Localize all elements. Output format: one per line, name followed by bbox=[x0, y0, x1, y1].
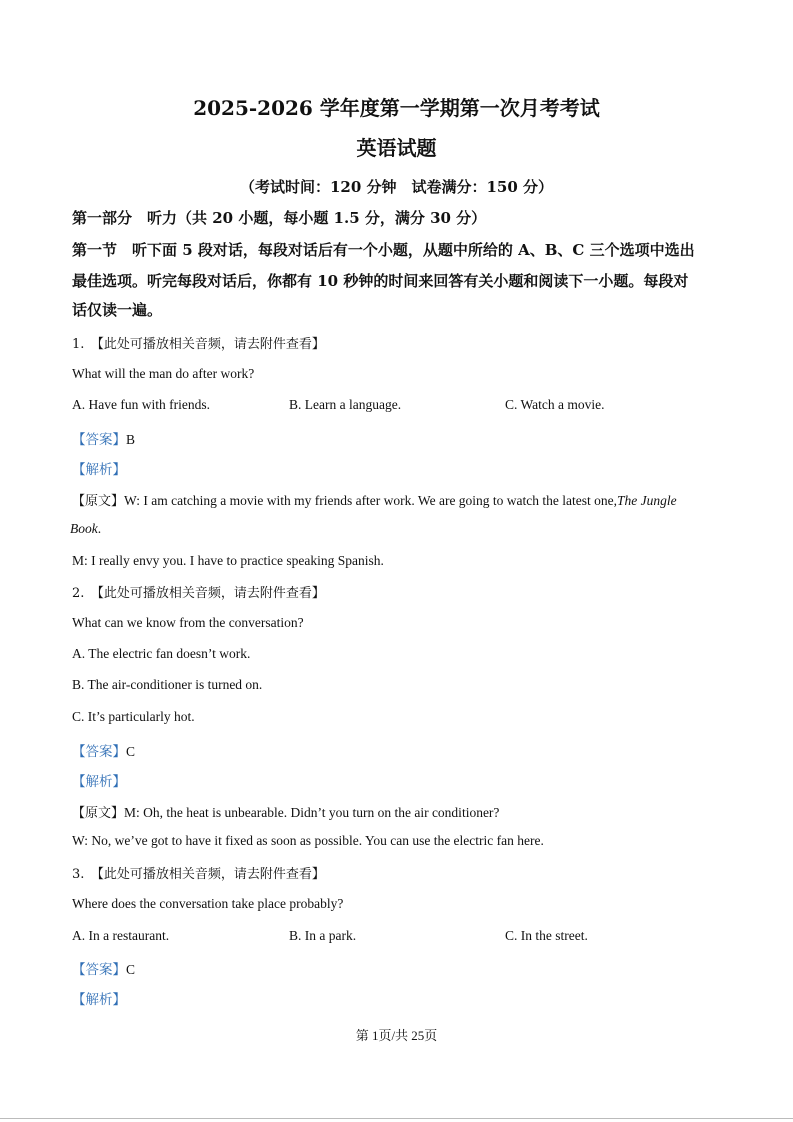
q3-answer bbox=[72, 958, 135, 978]
q3-answer-value: C bbox=[126, 962, 136, 977]
q1-original-end: . bbox=[97, 521, 102, 536]
q1-answer bbox=[72, 428, 135, 448]
q3-heading: 3. 【此处可播放相关音频，请去附件查看】 bbox=[72, 867, 325, 882]
q2-heading: 2. 【此处可播放相关音频，请去附件查看】 bbox=[72, 586, 325, 601]
instructions-line-2: 最佳选项。听完每段对话后，你都有 10 秒钟的时间来回答有关小题和阅读下一小题。每段对 bbox=[72, 272, 689, 290]
exam-info: （考试时间：120 分钟 试卷满分：150 分） bbox=[239, 178, 554, 196]
q2-question: What can we know from the conversation? bbox=[72, 615, 304, 630]
q3-option-c: C. In the street. bbox=[505, 928, 588, 943]
part-heading: 第一部分 听力（共 20 小题，每小题 1.5 分，满分 30 分） bbox=[72, 209, 487, 227]
answer-label: 【答案】 bbox=[72, 432, 126, 448]
q1-analysis-label: 【解析】 bbox=[72, 462, 126, 478]
original-label: 【原文】 bbox=[72, 806, 125, 821]
q1-original-line-1 bbox=[72, 490, 677, 509]
answer-label: 【答案】 bbox=[72, 962, 126, 978]
exam-title: 2025-2026 学年度第一学期第一次月考考试 bbox=[193, 96, 600, 120]
q2-answer bbox=[72, 740, 135, 760]
q2-analysis-label: 【解析】 bbox=[72, 774, 126, 790]
q3-option-a: A. In a restaurant. bbox=[72, 928, 170, 943]
q2-option-c: C. It’s particularly hot. bbox=[72, 709, 195, 724]
q1-option-c: C. Watch a movie. bbox=[505, 397, 605, 412]
q1-option-a: A. Have fun with friends. bbox=[72, 397, 210, 412]
q2-original-line-1 bbox=[72, 802, 499, 821]
q2-original-text: M: Oh, the heat is unbearable. Didn’t you turn on the air conditioner? bbox=[124, 805, 500, 820]
instructions-line-1: 第一节 听下面 5 段对话，每段对话后有一个小题，从题中所给的 A、B、C 三个选项中选出 bbox=[72, 241, 695, 259]
q2-original-line-2: W: No, we’ve got to have it fixed as soon as possible. You can use the electric fan here. bbox=[72, 833, 544, 848]
original-label: 【原文】 bbox=[72, 494, 125, 509]
q1-question: What will the man do after work? bbox=[72, 366, 255, 381]
q1-answer-value: B bbox=[126, 432, 136, 447]
q1-original-line-1b bbox=[70, 521, 101, 537]
q1-original-text: W: I am catching a movie with my friends after work. We are going to watch the latest one, bbox=[124, 493, 618, 508]
page-number: 第 1页/共 25页 bbox=[355, 1028, 438, 1043]
q3-option-b: B. In a park. bbox=[289, 928, 357, 943]
answer-label: 【答案】 bbox=[72, 744, 126, 760]
q3-analysis-label: 【解析】 bbox=[72, 992, 126, 1008]
page-bottom-divider bbox=[0, 1118, 793, 1119]
q1-original-title: The Jungle bbox=[617, 493, 677, 508]
q1-original-line-2: M: I really envy you. I have to practice speaking Spanish. bbox=[72, 553, 384, 568]
instructions-line-3: 话仅读一遍。 bbox=[72, 301, 163, 319]
q2-answer-value: C bbox=[126, 744, 136, 759]
subject-title: 英语试题 bbox=[356, 136, 437, 160]
q1-heading: 1. 【此处可播放相关音频，请去附件查看】 bbox=[72, 337, 325, 352]
q1-option-b: B. Learn a language. bbox=[289, 397, 402, 412]
q2-option-a: A. The electric fan doesn’t work. bbox=[72, 646, 251, 661]
q1-original-title-cont: Book bbox=[70, 521, 98, 536]
q3-question: Where does the conversation take place probably? bbox=[72, 896, 344, 911]
q2-option-b: B. The air-conditioner is turned on. bbox=[72, 677, 263, 692]
